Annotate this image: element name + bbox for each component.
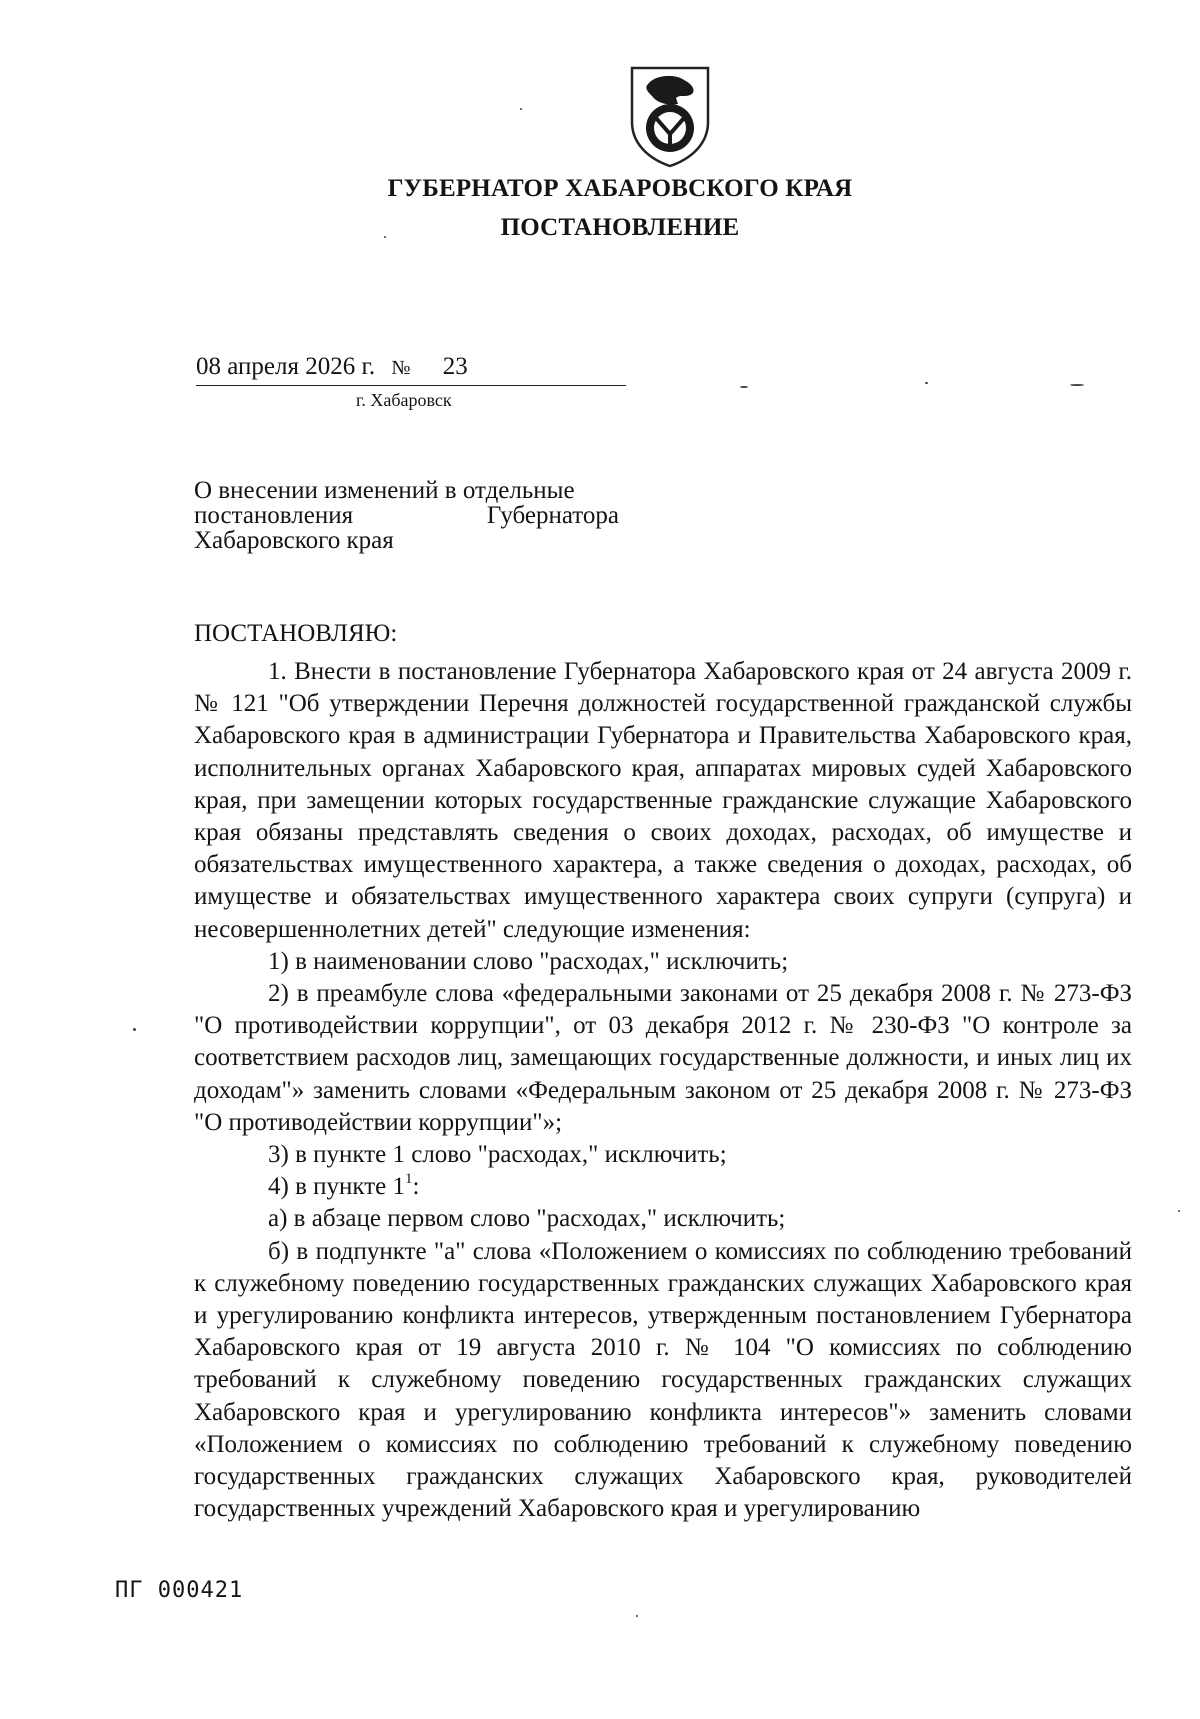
paragraph-item-2: 2) в преамбуле слова «федеральными законами от 25 декабря 2008 г. № 273-ФЗ "О противодействии коррупции", от 03 декабря 2012 г. № 230-ФЗ "О контроле за соответствием расходов лиц, замещающих государственные должности, и иных лиц их доходам"» заменить словами «Федеральным законом от 25 декабря 2008 г. № 273-ФЗ "О противодействии коррупции"»; — [194, 980, 1132, 1136]
item-4-prefix: 4) в пункте 1 — [268, 1173, 405, 1201]
number-sign: № — [391, 357, 411, 379]
scan-speck — [384, 236, 386, 238]
scan-speck — [520, 108, 522, 110]
scan-speck — [133, 1028, 136, 1031]
subject-line-2 — [194, 503, 619, 528]
scan-speck — [740, 386, 748, 388]
scan-speck — [1178, 1210, 1180, 1212]
paragraph-subitem-b: б) в подпункте "а" слова «Положением о комиссиях по соблюдению требований к служебному поведению государственных гражданских служащих Хабаровского края и урегулированию конфликта интересов, утвержденным постановлением Губернатора Хабаровского края от 19 августа 2010 г. № 104 "О комиссиях по соблюдению требований к служебному поведению государственных гражданских служащих Хабаровского края и урегулированию конфликта интересов"» заменить словами «Положением о комиссиях по соблюдению требований к служебному поведению государственных гражданских служащих Хабаровского края, руководителей государственных учреждений Хабаровского края и урегулированию — [194, 1237, 1132, 1523]
form-series-number: ПГ 000421 — [115, 1578, 244, 1603]
paragraph-item-3: 3) в пункте 1 слово "расходах," исключить; — [268, 1141, 727, 1169]
paragraph-item-1: 1) в наименовании слово "расходах," исключить; — [268, 947, 789, 975]
subject-line-1: О внесении изменений в отдельные — [194, 477, 575, 504]
decree-heading: ПОСТАНОВЛЯЮ: — [194, 620, 398, 647]
coat-of-arms-icon — [626, 64, 714, 168]
item-4-superscript: 1 — [404, 1170, 413, 1187]
subject-line-3: Хабаровского края — [194, 527, 394, 554]
document-body — [194, 656, 1132, 1525]
date-number-line — [196, 353, 503, 381]
paragraph-subitem-a: а) в абзаце первом слово "расходах," исключить; — [268, 1205, 786, 1233]
document-number: 23 — [442, 353, 468, 380]
city-name: г. Хабаровск — [356, 390, 452, 410]
scan-speck — [636, 1615, 638, 1617]
document-subject — [194, 478, 619, 553]
subject-line-2-right: Губернатора — [486, 502, 619, 529]
scan-speck — [1070, 384, 1084, 386]
document-date: 08 апреля 2026 г. — [196, 353, 376, 380]
date-underline — [196, 385, 626, 386]
subject-line-2-left: постановления — [194, 502, 354, 529]
scan-speck — [925, 382, 928, 384]
paragraph-item-4 — [194, 1171, 1132, 1203]
paragraph-1: 1. Внести в постановление Губернатора Хабаровского края от 24 августа 2009 г. № 121 "Об утверждении Перечня должностей государственной гражданской службы Хабаровского края в администрации Губернатора и Правительства Хабаровского края, исполнительных органах Хабаровского края, аппаратах мировых судей Хабаровского края, при замещении которых государственные гражданские служащие Хабаровского края обязаны представлять сведения о своих доходах, расходах, об имуществе и обязательствах имущественного характера, а также сведения о доходах, расходах, об имуществе и обязательствах имущественного характера своих супруги (супруга) и несовершеннолетних детей" следующие изменения: — [194, 658, 1132, 943]
item-4-suffix: : — [412, 1173, 420, 1201]
document-type-title: ПОСТАНОВЛЕНИЕ — [500, 214, 740, 241]
authority-title: ГУБЕРНАТОР ХАБАРОВСКОГО КРАЯ — [387, 175, 853, 202]
